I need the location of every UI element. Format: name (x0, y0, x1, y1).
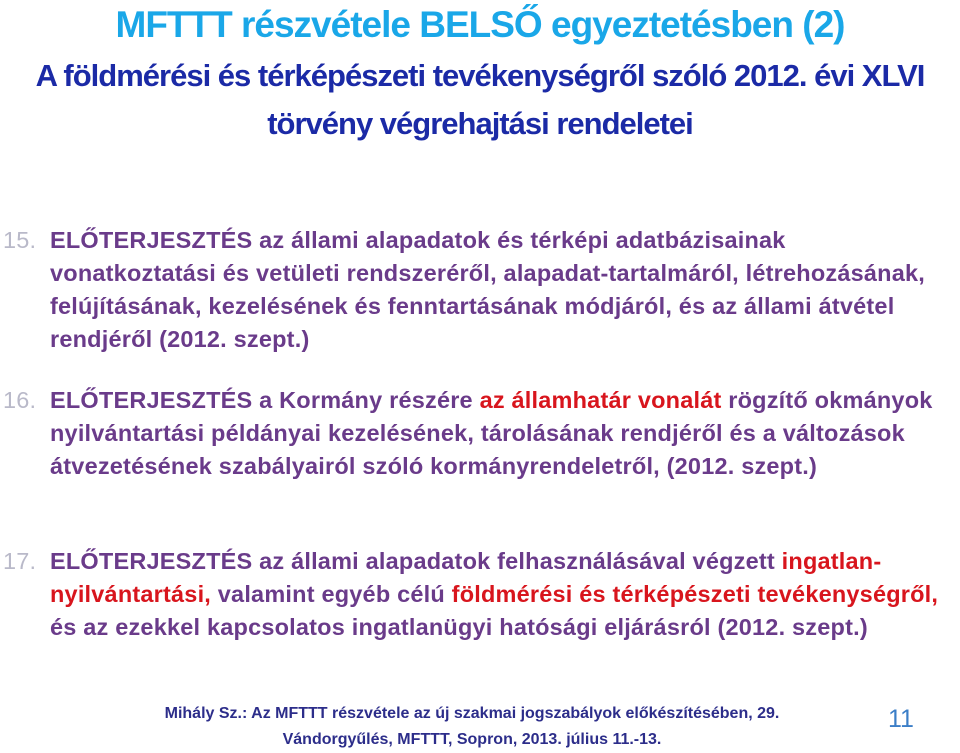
item-label: ELŐTERJESZTÉS (50, 227, 253, 253)
item-text: valamint egyéb célú (217, 581, 445, 607)
list-item-17 (3, 545, 955, 644)
item-label: ELŐTERJESZTÉS (50, 387, 253, 413)
slide-subtitle-line2: törvény végrehajtási rendeletei (267, 106, 693, 141)
item-text: az állami alapadatok és térképi adatbázisainak vonatkoztatási és vetületi rendszeréről, alapadat-tartalmáról, létrehozásának, felújításának, kezelésének és fenntartásának módjáról, és az állami átvétel rendjéről (2012. szept.) (50, 227, 925, 352)
item-number: 15. (3, 227, 37, 253)
item-text: a Kormány részére (259, 387, 473, 413)
list-item-16 (3, 384, 955, 483)
slide-subtitle-line1: A földmérési és térképészeti tevékenységről szóló 2012. évi XLVI (35, 58, 925, 93)
item-text: az állami alapadatok felhasználásával végzett (259, 548, 775, 574)
item-highlight: földmérési és térképészeti tevékenységről, (451, 581, 939, 607)
footer-citation-line2: Vándorgyűlés, MFTTT, Sopron, 2013. július 11.-13. (282, 731, 662, 748)
item-highlight: az államhatár vonalát (479, 387, 722, 413)
item-text: rögzítő okmányok nyilvántartási példányai kezelésének, tárolásának rendjéről és a változások átvezetésének szabályairól szóló kormányrendeletről, (2012. szept.) (50, 387, 933, 479)
list-item-15 (3, 224, 955, 356)
footer-citation-line1: Mihály Sz.: Az MFTTT részvétele az új szakmai jogszabályok előkészítésében, 29. (164, 705, 780, 722)
item-highlight: ingatlan-nyilvántartási, (50, 548, 882, 607)
item-number: 16. (3, 387, 37, 413)
slide-title: MFTTT részvétele BELSŐ egyeztetésben (2) (115, 4, 845, 45)
item-label: ELŐTERJESZTÉS (50, 548, 253, 574)
item-text: és az ezekkel kapcsolatos ingatlanügyi hatósági eljárásról (2012. szept.) (50, 614, 868, 640)
page-number: 11 (888, 705, 914, 733)
item-number: 17. (3, 548, 37, 574)
